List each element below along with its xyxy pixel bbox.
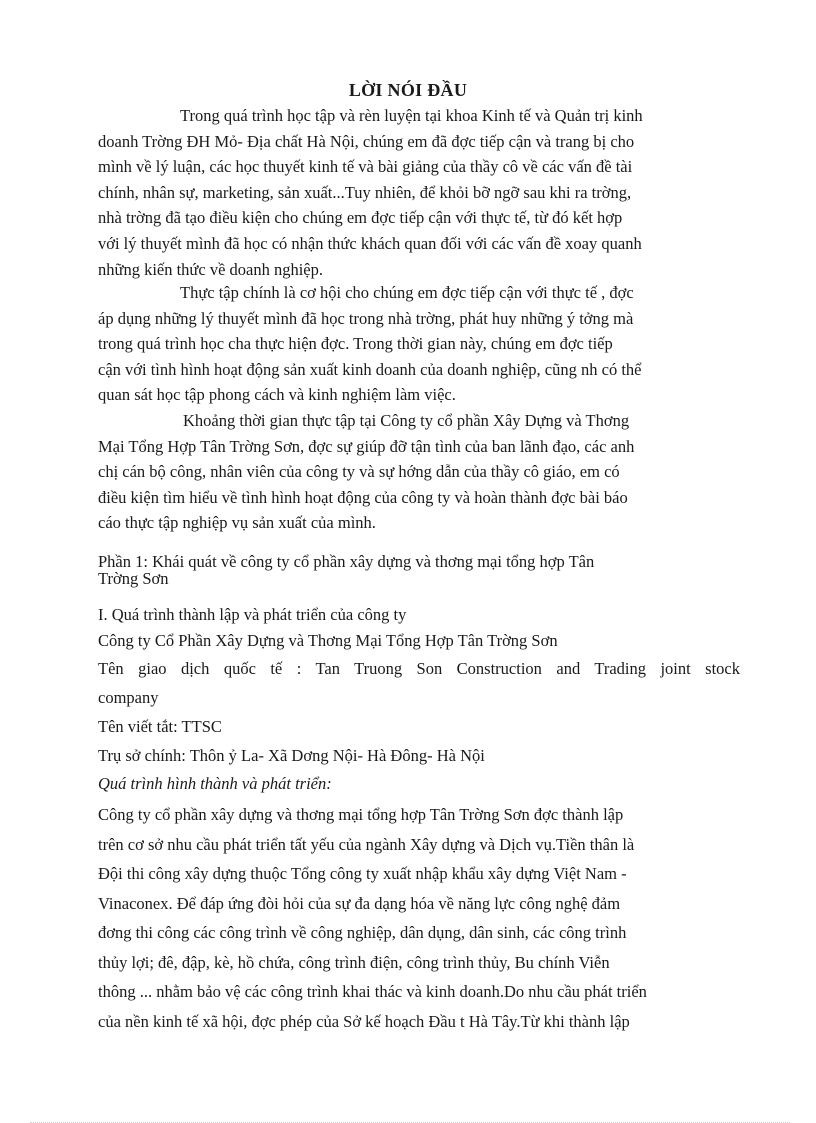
text-line: nhà trờng đã tạo điều kiện cho chúng em đợc tiếp cận với thực tế, từ đó kết hợp (98, 208, 623, 228)
text-line: những kiến thức về doanh nghiệp. (98, 259, 324, 279)
text-line: Trong quá trình học tập và rèn luyện tại khoa Kinh tế và Quản trị kinh (180, 106, 643, 125)
text-line: Công ty cổ phần xây dựng và thơng mại tổng hợp Tân Trờng Sơn đợc thành lập (98, 805, 624, 824)
text-line: Đội thi công xây dựng thuộc Tổng công ty xuất nhập khẩu xây dựng Việt Nam - (98, 864, 627, 883)
text-line: cận với tình hình hoạt động sản xuất kinh doanh của doanh nghiệp, cũng nh có thể (98, 359, 642, 379)
text-line: đơng thi công các công trình về công nghiệp, dân dụng, dân sinh, các công trình (98, 923, 627, 942)
text-line: Thực tập chính là cơ hội cho chúng em đợc tiếp cận với thực tế , đợc (180, 283, 634, 302)
text-line: áp dụng những lý thuyết mình đã học trong nhà trờng, phát huy những ý tởng mà (98, 308, 634, 328)
page-title: LỜI NÓI ĐẦU (348, 80, 468, 100)
abbreviation: Tên viết tắt: TTSC (98, 717, 222, 736)
text-line: mình về lý luận, các học thuyết kinh tế và bài giảng của thầy cô về các vấn đề tài (98, 157, 633, 177)
text-line: chính, nhân sự, marketing, sản xuất...Tuy nhiên, để khỏi bỡ ngỡ sau khi ra trờng, (98, 182, 632, 202)
company-name: Công ty Cổ Phần Xây Dựng và Thơng Mại Tổng Hợp Tân Trờng Sơn (98, 631, 558, 650)
intro-paragraph-2 (98, 280, 740, 408)
text-line: doanh Trờng ĐH Mỏ- Địa chất Hà Nội, chúng em đã đợc tiếp cận và trang bị cho (98, 131, 635, 151)
text-line: chị cán bộ công, nhân viên của công ty và sự hớng dẫn của thầy cô giáo, em có (98, 462, 620, 482)
text-line: thông ... nhằm bảo vệ các công trình khai thác và kinh doanh.Do nhu cầu phát triển (98, 982, 647, 1001)
history-heading: Quá trình hình thành và phát triển: (98, 774, 332, 793)
text-line: điều kiện tìm hiểu về tình hình hoạt động của công ty và hoàn thành đợc bài báo (98, 487, 628, 507)
text-line: quan sát học tập phong cách và kinh nghiệm làm việc. (98, 385, 456, 405)
text-line: Phần 1: Khái quát về công ty cổ phần xây dựng và thơng mại tổng hợp Tân (98, 552, 595, 571)
head-office: Trụ sở chính: Thôn ỷ La- Xã Dơng Nội- Hà Đông- Hà Nội (98, 746, 485, 765)
history-paragraph (98, 800, 740, 1036)
section-1-heading: I. Quá trình thành lập và phát triển của công ty (98, 605, 407, 624)
international-name: Tên giao dịch quốc tế : Tan Truong Son Construction and Trading joint stock (98, 659, 740, 678)
international-name-cont: company (98, 688, 159, 707)
intro-paragraph-3 (98, 408, 740, 536)
part-1-heading (98, 553, 740, 587)
text-line: trong quá trình học cha thực hiện đợc. Trong thời gian này, chúng em đợc tiếp (98, 334, 613, 354)
text-line: cáo thực tập nghiệp vụ sản xuất của mình. (98, 513, 376, 533)
text-line: trên cơ sở nhu cầu phát triển tất yếu của ngành Xây dựng và Dịch vụ.Tiền thân là (98, 834, 635, 854)
text-line: thủy lợi; đê, đập, kè, hồ chứa, công trình điện, công trình thủy, Bu chính Viễn (98, 952, 610, 972)
intro-paragraph-1 (98, 103, 740, 282)
text-line: Trờng Sơn (98, 569, 169, 588)
text-line: Vinaconex. Để đáp ứng đòi hỏi của sự đa dạng hóa về năng lực công nghệ đảm (98, 893, 621, 913)
text-line: Khoảng thời gian thực tập tại Công ty cổ phần Xây Dựng và Thơng (183, 411, 630, 430)
text-line: với lý thuyết mình đã học có nhận thức khách quan đối với các vấn đề xoay quanh (98, 233, 642, 253)
text-line: Mại Tổng Hợp Tân Trờng Sơn, đợc sự giúp đỡ tận tình của ban lãnh đạo, các anh (98, 436, 635, 456)
text-line: của nền kinh tế xã hội, đợc phép của Sở kế hoạch Đầu t Hà Tây.Từ khi thành lập (98, 1011, 630, 1031)
